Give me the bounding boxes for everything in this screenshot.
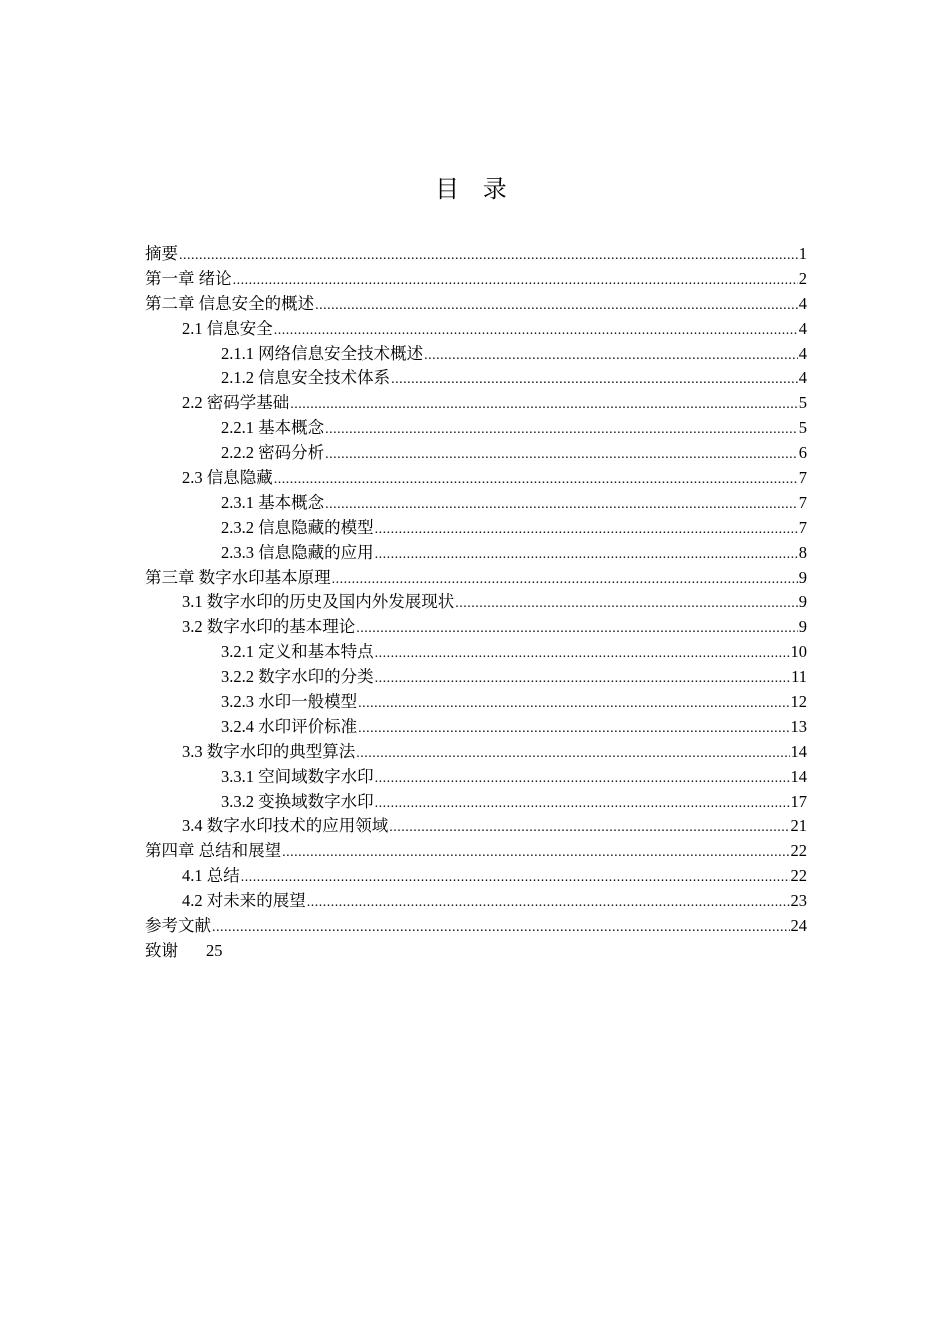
dot-leader [375, 767, 790, 792]
toc-entry-title: 3.2 数字水印的基本理论 [182, 617, 356, 637]
toc-entry-title: 2.3.1 基本概念 [221, 492, 325, 512]
toc-page-number: 4 [798, 318, 807, 338]
dot-leader [307, 891, 790, 916]
toc-page-number: 9 [798, 567, 807, 587]
dot-leader [241, 866, 790, 891]
dot-leader [389, 816, 789, 841]
toc-page-number: 6 [798, 443, 807, 463]
toc-entry[interactable] [145, 615, 807, 640]
toc-entry-title: 2.2.2 密码分析 [221, 443, 325, 463]
toc-entry[interactable] [145, 690, 807, 715]
toc-page-number: 21 [790, 816, 807, 836]
toc-entry[interactable] [145, 889, 807, 914]
toc-entry-title: 2.1.1 网络信息安全技术概述 [221, 343, 424, 363]
toc-page-number: 23 [790, 891, 807, 911]
dot-leader [332, 568, 798, 593]
toc-entry-title: 3.2.1 定义和基本特点 [221, 642, 374, 662]
toc-page-number: 24 [790, 916, 807, 936]
toc-entry[interactable] [145, 765, 807, 790]
toc-entry[interactable] [145, 814, 807, 839]
dot-leader [358, 717, 789, 742]
toc-entry-title: 第二章 信息安全的概述 [145, 293, 315, 313]
toc-entry[interactable] [145, 790, 807, 815]
dot-leader [274, 468, 798, 493]
toc-entry-title: 2.1 信息安全 [182, 318, 273, 338]
toc-entry[interactable] [145, 516, 807, 541]
toc-entry[interactable] [145, 864, 807, 889]
toc-entry-title: 4.2 对未来的展望 [182, 891, 306, 911]
dot-leader [375, 518, 798, 543]
toc-page-number: 1 [798, 244, 807, 263]
table-of-contents [145, 242, 807, 964]
toc-page-number: 7 [798, 468, 807, 488]
dot-leader [233, 269, 798, 294]
toc-page-number: 12 [790, 692, 807, 712]
toc-entry[interactable] [145, 366, 807, 391]
toc-page-number: 5 [798, 393, 807, 413]
toc-entry[interactable] [145, 466, 807, 491]
toc-entry[interactable] [145, 416, 807, 441]
toc-entry[interactable] [145, 267, 807, 292]
toc-page-number: 7 [798, 492, 807, 512]
dot-leader [315, 294, 798, 319]
dot-leader [375, 543, 798, 568]
toc-page-number: 14 [790, 741, 807, 761]
dot-leader [325, 443, 798, 468]
toc-entry[interactable] [145, 242, 807, 267]
dot-leader [274, 319, 798, 344]
dot-leader [455, 592, 798, 617]
toc-page-number: 4 [798, 343, 807, 363]
toc-page-number: 9 [798, 617, 807, 637]
toc-page-number: 22 [790, 866, 807, 886]
toc-page-number: 9 [798, 592, 807, 612]
toc-entry-title: 第四章 总结和展望 [145, 841, 282, 861]
dot-leader [375, 792, 790, 817]
toc-entry[interactable] [145, 665, 807, 690]
toc-entry[interactable] [145, 740, 807, 765]
toc-entry-title: 3.3.2 变换域数字水印 [221, 791, 374, 811]
dot-leader [356, 742, 789, 767]
toc-entry[interactable] [145, 590, 807, 615]
dot-leader [391, 368, 798, 393]
toc-page-number: 17 [790, 791, 807, 811]
toc-page-number: 14 [790, 766, 807, 786]
toc-entry-title: 3.4 数字水印技术的应用领域 [182, 816, 389, 836]
toc-entry-title: 参考文献 [145, 916, 211, 936]
toc-page-number: 8 [798, 542, 807, 562]
toc-entry[interactable] [145, 292, 807, 317]
toc-entry-title: 摘要 [145, 244, 178, 263]
dot-leader [282, 841, 789, 866]
toc-page-number: 4 [798, 368, 807, 388]
dot-leader [375, 642, 790, 667]
dot-leader [212, 916, 790, 941]
toc-page-number: 22 [790, 841, 807, 861]
toc-entry-title: 第三章 数字水印基本原理 [145, 567, 331, 587]
toc-entry[interactable] [145, 491, 807, 516]
dot-leader [356, 617, 798, 642]
toc-entry[interactable] [145, 839, 807, 864]
toc-entry-title: 3.2.3 水印一般模型 [221, 692, 358, 712]
toc-entry-title: 2.1.2 信息安全技术体系 [221, 368, 391, 388]
toc-entry[interactable] [145, 342, 807, 367]
toc-entry-title: 2.3.3 信息隐藏的应用 [221, 542, 374, 562]
toc-entry[interactable] [145, 939, 807, 964]
toc-entry-title: 2.3.2 信息隐藏的模型 [221, 517, 374, 537]
toc-page-number: 4 [798, 293, 807, 313]
toc-entry[interactable] [145, 391, 807, 416]
toc-page-number: 25 [206, 940, 223, 960]
toc-entry-title: 致谢 [145, 940, 178, 960]
toc-entry[interactable] [145, 715, 807, 740]
toc-entry-title: 2.2 密码学基础 [182, 393, 290, 413]
toc-page-number: 2 [798, 268, 807, 288]
toc-entry[interactable] [145, 640, 807, 665]
toc-entry[interactable] [145, 914, 807, 939]
toc-entry-title: 3.2.4 水印评价标准 [221, 716, 358, 736]
dot-leader [290, 393, 798, 418]
dot-leader [375, 667, 790, 692]
toc-entry-title: 3.1 数字水印的历史及国内外发展现状 [182, 592, 455, 612]
toc-entry[interactable] [145, 441, 807, 466]
toc-page-number: 5 [798, 418, 807, 438]
dot-leader [179, 244, 798, 269]
toc-entry-title: 2.3 信息隐藏 [182, 468, 273, 488]
toc-page-number: 11 [791, 667, 807, 687]
toc-entry[interactable] [145, 541, 807, 566]
dot-leader [325, 418, 798, 443]
toc-entry[interactable] [145, 566, 807, 591]
toc-entry-title: 第一章 绪论 [145, 268, 232, 288]
toc-page-number: 10 [790, 642, 807, 662]
page-title: 目 录 [435, 175, 515, 203]
toc-page-number: 7 [798, 517, 807, 537]
toc-entry-title: 3.3.1 空间域数字水印 [221, 766, 374, 786]
dot-leader [325, 493, 798, 518]
toc-page-number: 13 [790, 716, 807, 736]
dot-leader [424, 344, 798, 369]
toc-entry-title: 4.1 总结 [182, 866, 240, 886]
toc-entry-title: 3.2.2 数字水印的分类 [221, 667, 374, 687]
toc-entry[interactable] [145, 317, 807, 342]
toc-entry-title: 2.2.1 基本概念 [221, 418, 325, 438]
toc-entry-title: 3.3 数字水印的典型算法 [182, 741, 356, 761]
dot-leader [358, 692, 789, 717]
